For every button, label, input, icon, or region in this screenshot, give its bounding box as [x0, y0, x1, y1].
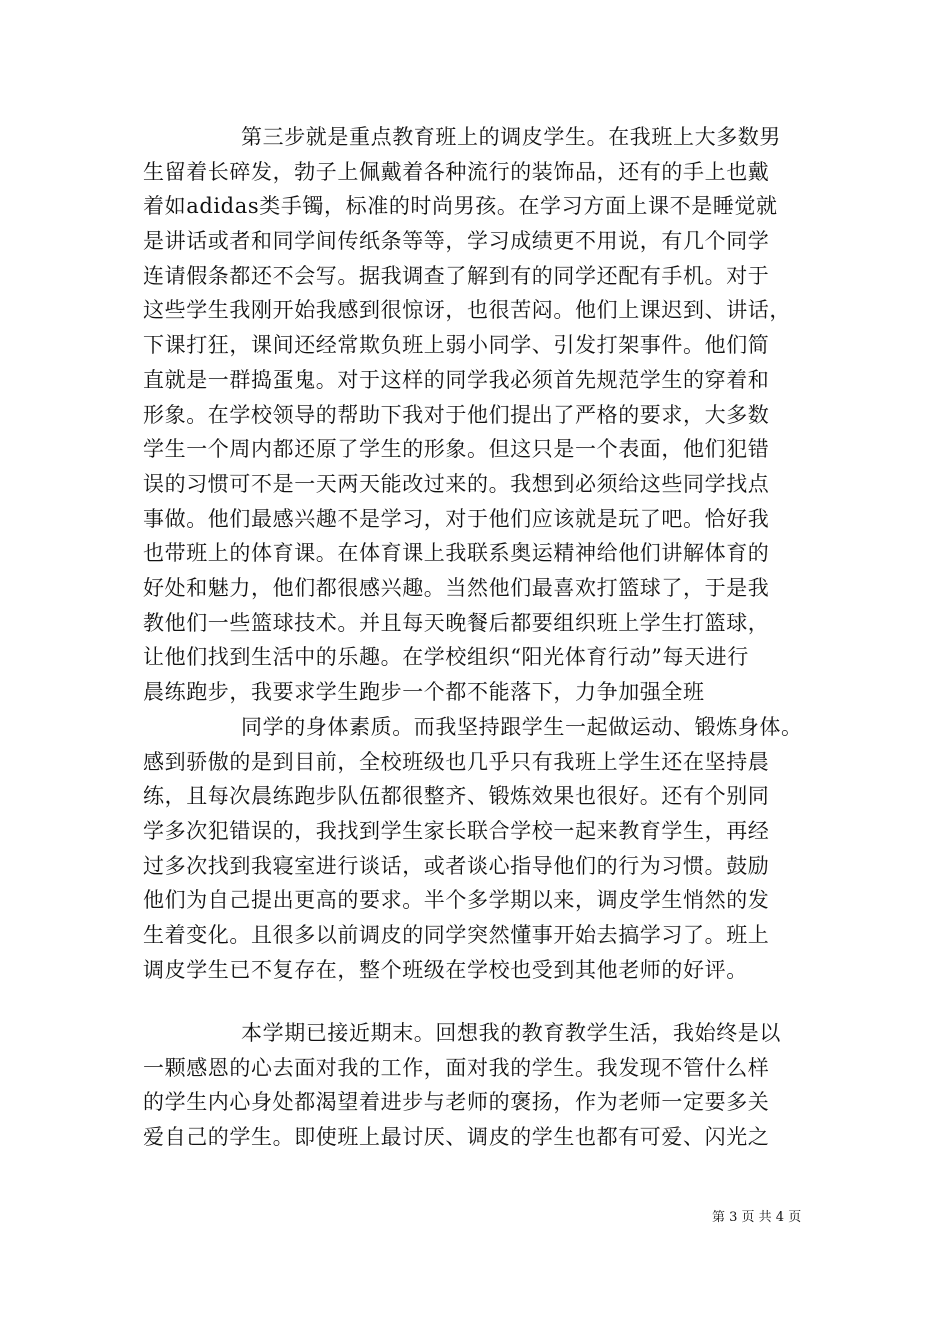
text-line: 晨练跑步，我要求学生跑步一个都不能落下，力争加强全班 — [143, 680, 705, 704]
text-line: 形象。在学校领导的帮助下我对于他们提出了严格的要求，大多数 — [143, 402, 770, 427]
text-line: 的学生内心身处都渴望着进步与老师的褒扬，作为老师一定要多关 — [143, 1090, 770, 1115]
text-line: 误的习惯可不是一天两天能改过来的。我想到必须给这些同学找点 — [143, 471, 770, 496]
paragraph-1 — [143, 120, 823, 710]
text-line: 爱自己的学生。即使班上最讨厌、调皮的学生也都有可爱、闪光之 — [143, 1125, 770, 1150]
text-line: 生着变化。且很多以前调皮的同学突然懂事开始去搞学习了。班上 — [143, 923, 770, 948]
text-line: 事做。他们最感兴趣不是学习，对于他们应该就是玩了吧。恰好我 — [143, 506, 770, 531]
text-line: 学生一个周内都还原了学生的形象。但这只是一个表面，他们犯错 — [143, 437, 770, 462]
text-line: 教他们一些篮球技术。并且每天晚餐后都要组织班上学生打篮球， — [143, 610, 770, 635]
text-line: 学多次犯错误的，我找到学生家长联合学校一起来教育学生，再经 — [143, 819, 770, 844]
text-line: 同学的身体素质。而我坚持跟学生一起做运动、锻炼身体。 — [241, 715, 803, 739]
text-line: 着如adidas类手镯，标准的时尚男孩。在学习方面上课不是睡觉就 — [143, 194, 778, 219]
text-line: 下课打狂，课间还经常欺负班上弱小同学、引发打架事件。他们简 — [143, 333, 770, 358]
text-line: 直就是一群捣蛋鬼。对于这样的同学我必须首先规范学生的穿着和 — [143, 367, 770, 392]
text-line: 本学期已接近期末。回想我的教育教学生活，我始终是以 — [241, 1021, 781, 1045]
page-number-footer: 第 3 页 共 4 页 — [712, 1210, 802, 1225]
text-line: 过多次找到我寝室进行谈话，或者谈心指导他们的行为习惯。鼓励 — [143, 853, 770, 878]
text-line: 也带班上的体育课。在体育课上我联系奥运精神给他们讲解体育的 — [143, 541, 770, 566]
text-line: 一颗感恩的心去面对我的工作，面对我的学生。我发现不管什么样 — [143, 1055, 770, 1080]
text-line: 生留着长碎发，勃子上佩戴着各种流行的装饰品，还有的手上也戴 — [143, 159, 770, 184]
text-line: 感到骄傲的是到目前，全校班级也几乎只有我班上学生还在坚持晨 — [143, 749, 770, 774]
text-line: 这些学生我刚开始我感到很惊讶，也很苦闷。他们上课迟到、讲话， — [143, 298, 791, 323]
text-line: 第三步就是重点教育班上的调皮学生。在我班上大多数男 — [241, 125, 781, 149]
text-line: 练，且每次晨练跑步队伍都很整齐、锻炼效果也很好。还有个别同 — [143, 784, 770, 809]
paragraph-3 — [143, 1016, 823, 1155]
text-line: 好处和魅力，他们都很感兴趣。当然他们最喜欢打篮球了，于是我 — [143, 575, 770, 600]
text-line: 调皮学生已不复存在，整个班级在学校也受到其他老师的好评。 — [143, 957, 748, 982]
paragraph-2 — [143, 710, 823, 988]
text-line: 让他们找到生活中的乐趣。在学校组织“阳光体育行动”每天进行 — [143, 645, 749, 670]
text-line: 连请假条都还不会写。据我调查了解到有的同学还配有手机。对于 — [143, 263, 770, 288]
text-line: 是讲话或者和同学间传纸条等等，学习成绩更不用说，有几个同学 — [143, 229, 770, 254]
text-line: 他们为自己提出更高的要求。半个多学期以来，调皮学生悄然的发 — [143, 888, 770, 913]
